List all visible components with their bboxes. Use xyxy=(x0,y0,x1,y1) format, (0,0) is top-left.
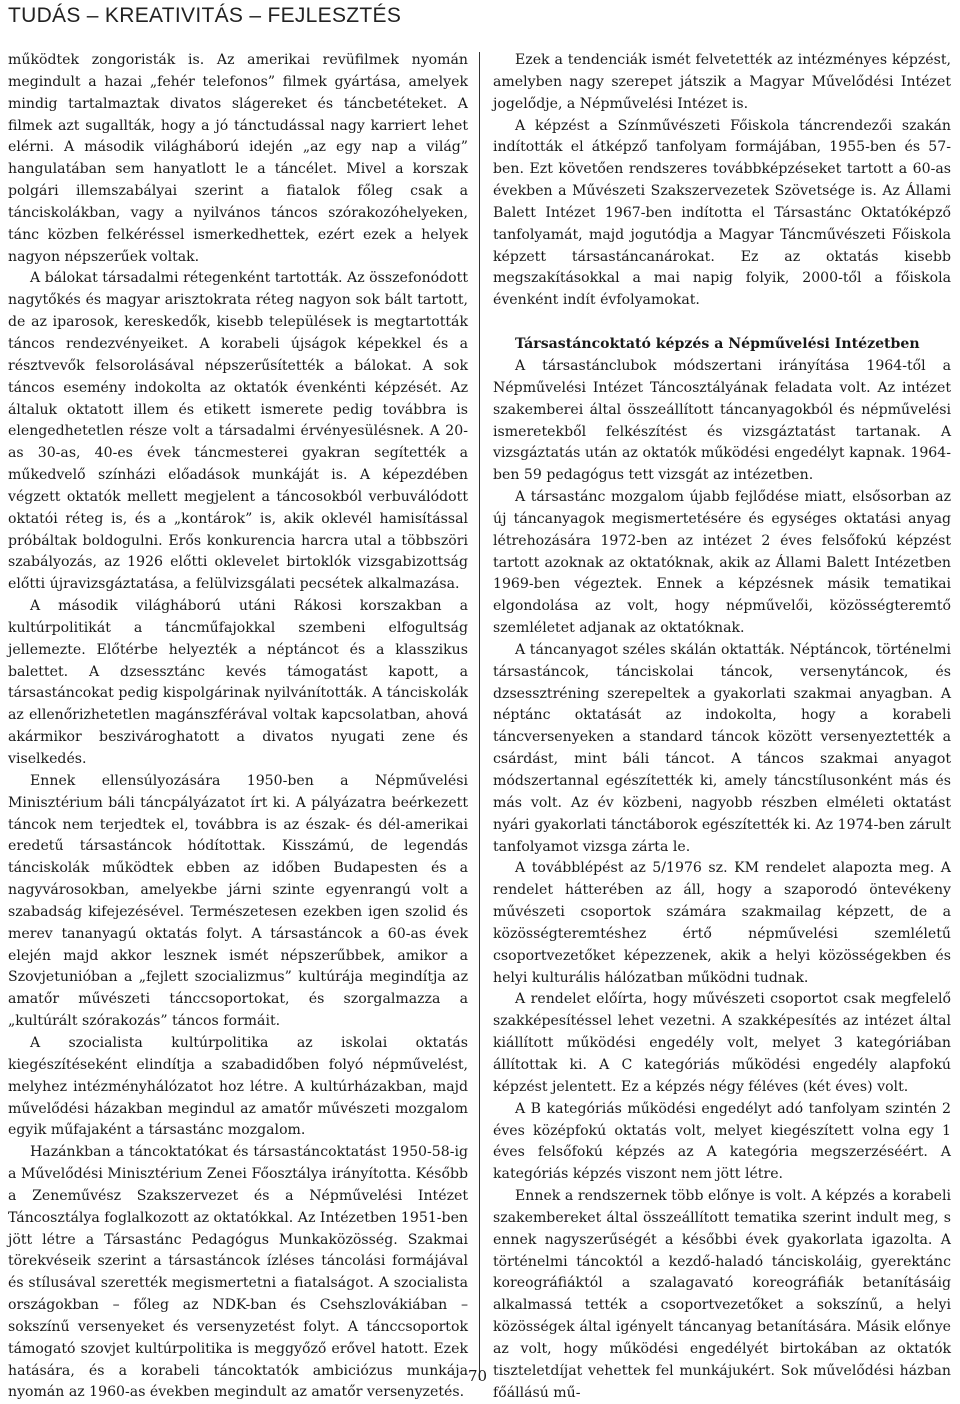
right-paragraph-4: A társastánc mozgalom újabb fejlődése miatt, elsősorban az új táncanyagok megismertetésére és egységes oktatási anyag létrehozására 1972-ben az intézet 2 éves felsőfokú képzést tartott azoknak az oktatóknak, akik az Állami Balett Intézetben 1969-ben végeztek. Ennek a képzésnek másik tematikai elgondolása az volt, hogy népművelői, közösségteremtő szemléletet adjanak az oktatóknak. xyxy=(493,489,951,637)
running-header: TUDÁS – KREATIVITÁS – FEJLESZTÉS xyxy=(8,4,402,27)
section-heading: Társastáncoktató képzés a Népművelési Intézetben xyxy=(515,336,920,353)
page-number: 70 xyxy=(468,1367,488,1385)
right-paragraph-9: Ennek a rendszernek több előnye is volt. A képzés a korabeli szakembereket által összeállított tematika szerint indult meg, s ennek nagyszerűségét a későbbi évek gyakorlata igazolta. A történelmi táncoktól a kezdő-haladó tánciskoláig, gyerektánc koreográfiáktól a szalagavató koreográfiák betanításáig alkalmassá tették a csoportvezetőket a sokszínű, a helyi közösségek által igényelt táncanyag betanítására. Másik előnye az volt, hogy működési engedélyét birtokában az oktatók tiszteletdíjat vehettek fel munkájukért. Sok művelődési házban főállású mű- xyxy=(493,1188,951,1401)
right-paragraph-1: Ezek a tendenciák ismét felvetették az intézményes képzést, amelyben nagy szerepet játszik a Magyar Művelődési Intézet jogelődje, a Népművelési Intézet is. xyxy=(493,52,951,112)
left-column xyxy=(8,50,468,1404)
right-paragraph-2: A képzést a Színművészeti Főiskola táncrendezői szakán indították el átképző tanfolyam formájában, 1955-ben és 57-ben. Ezt követően rendszeres továbbképzéseket tartott a 60-as években a Művészeti Szakszervezetek Szövetsége is. Az Állami Balett Intézet 1967-ben indította el Társastánc Oktatóképző tanfolyamát, majd jogutódja a Magyar Táncművészeti Főiskola képzett társastáncanárokat. Ez az oktatás kisebb megszakításokkal a mai napig folyik, 2000-től a főiskola évenként indít évfolyamokat. xyxy=(493,117,951,309)
column-divider xyxy=(479,52,480,1380)
right-column xyxy=(493,50,951,1404)
right-paragraph-8: A B kategóriás működési engedélyt adó tanfolyam szintén 2 éves középfokú oktatás volt, melyet kiegészített volna egy 1 éves felsőfokú képzés az A kategória megszerzéséért. A kategóriás képzés viszont nem jött létre. xyxy=(493,1100,951,1183)
right-paragraph-6: A továbblépést az 5/1976 sz. KM rendelet alapozta meg. A rendelet hátterében az áll, hogy a szaporodó öntevékeny művészeti csoportok számára szakmailag képzett, de a közösségteremtéshez értő népművelési szemléletű csoportvezetőket képezzenek, akik a helyi közösségekben és helyi kulturális hálózatban működni tudnak. xyxy=(493,860,951,986)
left-paragraph-1: működtek zongoristák is. Az amerikai revüfilmek nyomán megindult a hazai „fehér telefonos” filmek gyártása, amelyek mindig tartalmaztak divatos slágereket és táncbetéteket. A filmek azt sugallták, hogy a jó tánctudással nagy karriert lehet elérni. A második világháború idején „az egy nap a világ” hangulatában sem hanyatlott le a táncélet. Mivel a korszak polgári illemszabályai szerint a fiatalok főleg csak a tánciskolákban, vagy a nyilvános táncos szórakozóhelyeken, tánc közben felkéréssel ismerkedhettek, ezért ezek a helyek nagyon népszerűek voltak. xyxy=(8,52,468,265)
right-paragraph-7: A rendelet előírta, hogy művészeti csoportot csak megfelelő szakképesítéssel lehet vezetni. A szakképesítés az intézet által kiállított működési engedély volt, melyet 3 kategóriában állítottak ki. A C kategóriás működési engedély alapfokú képzést jelentett. Ez a képzés négy féléves (két éves) volt. xyxy=(493,991,951,1095)
left-paragraph-4: Ennek ellensúlyozására 1950-ben a Népművelési Minisztérium báli táncpályázatot írt ki. A pályázatra beérkezett táncok nem terjedtek el, továbbra is az észak- és dél-amerikai eredetű társastáncok hódítottak. Kisszámú, de legendás tánciskolák működtek ebben az időben Budapesten és a nagyvárosokban, amelyekbe járni szinte egyenrangú volt a szabadság kifejezésével. Természetesen ezekben igen szolid és merev tananyagú oktatás folyt. A társastáncok a 60-as évek elején majd akkor lesznek ismét népszerűbbek, amikor a Szovjetunióban a „fejlett szocializmus” kultúrája megindítja az amatőr művészeti tánccsoportokat, és szorgalmazza a „kultúrált szórakozás” táncos formáit. xyxy=(8,772,468,1030)
right-paragraph-3: A társastánclubok módszertani irányítása 1964-től a Népművelési Intézet Táncosztályának feladata volt. Az intézet szakemberei által összeállított táncanyagokból és népművelési ismeretekből felkészítést és vizsgáztatást tartanak. A vizsgáztatás után az oktatók működési engedélyt kapnak. 1964-ben 59 pedagógus tett vizsgát az intézetben. xyxy=(493,357,951,484)
right-paragraph-5: A táncanyagot széles skálán oktatták. Néptáncok, történelmi társastáncok, tánciskolai táncok, versenytáncok, és dzsessztréning szerepeltek a gyakorlati szakmai anyagban. A néptánc oktatását az indokolta, hogy a korabeli táncversenyeken a standard táncok között versenyeztették a csárdást, mint báli táncot. A táncos szakmai anyagot módszertannal egészítették ki, amely táncstílusonként más és más volt. Az év közbeni, nagyobb részben elméleti oktatást nyári gyakorlati tánctáborok egészítették ki. Az 1974-ben zárult tanfolyamot vizsga zárta le. xyxy=(493,641,951,855)
left-paragraph-6: Hazánkban a táncoktatókat és társastáncoktatást 1950-58-ig a Művelődési Minisztérium Zenei Főosztálya irányította. Később a Zeneművész Szakszervezet és a Népművelési Intézet Táncosztálya foglalkozott az oktatókkal. Az Intézetben 1951-ben jött létre a Társastánc Pedagógus Munkaközösség. Szakmai törekvéseik szerint a társastáncok ízléses táncolási formájával és stílusával szerették megismertetni a fiatalságot. A szocialista országokban – főleg az NDK-ban és Csehszlovákiában – sokszínű versenyeket és versenyzetést folyt. A tánccsoportok támogató szovjet kultúrpolitika is meggyőző erővel hatott. Ezek hatására, és a korabeli táncoktatók ambiciózus munkája nyomán az 1960-as években megindult az amatőr versenyzetés. xyxy=(8,1144,468,1401)
left-paragraph-5: A szocialista kultúrpolitika az iskolai oktatás kiegészítéseként elindítja a szabadidőben folyó népművelést, melyhez intézményhálózatot hoz létre. A kultúrházakban, majd művelődési házakban megindul az amatőr művészeti mozgalom egyik műfajaként a társastánc mozgalom. xyxy=(8,1034,468,1139)
left-paragraph-2: A bálokat társadalmi rétegenként tartották. Az összefonódott nagytőkés és magyar arisztokrata réteg nagyon sok bált tartott, de az iparosok, kereskedők, kisebb települések is megtartották táncos rendezvényeiket. A korabeli újságok képekkel és a résztvevők felsorolásával népszerűsítették a bálokat. A sok táncos esemény indokolta az oktatók évenkénti képzését. Az általuk oktatott illem és etikett ismerete pedig továbbra is elengedhetetlen része volt a társadalmi érvényesülésnek. A 20-as 30-as, 40-es évek táncmesterei gyakran segítették a műkedvelő színházi előadások munkáját is. A képezdében végzett oktatók mellett megjelent a táncosokból verbuválódott oktatói réteg is, és a „kontárok” is, akik oklevél hamisítással próbáltak boldogulni. Erős konkurencia harcra utal a többszöri szabályozás, az 1926 előtti oklevelet birtoklók vizsgabizottság előtti újravizsgáztatása, a felülvizsgálati pecsétek alkalmazása. xyxy=(8,270,468,593)
left-paragraph-3: A második világháború utáni Rákosi korszakban a kultúrpolitikát a táncműfajokkal szembeni elfogultság jellemezte. Előtérbe helyezték a néptáncot és a klasszikus balettet. A dzsessztánc kevés támogatást kapott, a társastáncokat pedig kispolgárinak nyilvánították. A tánciskolák az ellenőrizhetetlen magánszférával voltak kapcsolatban, ahová akármikor beszivároghatott a divatos nyugati zene és viselkedés. xyxy=(8,598,468,767)
